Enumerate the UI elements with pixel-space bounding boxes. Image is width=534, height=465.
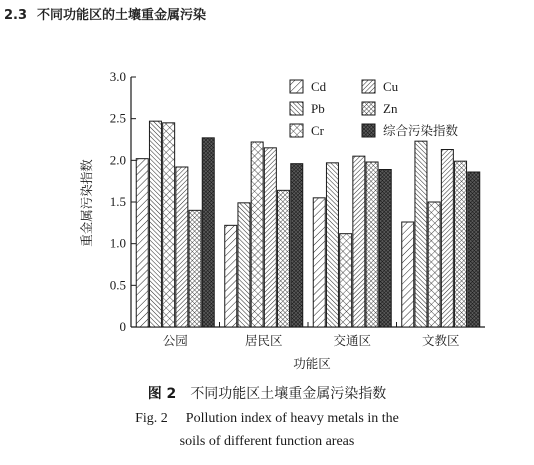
x-axis-title: 功能区: [293, 356, 331, 371]
legend-label: Cu: [383, 79, 399, 94]
legend-label: Cr: [311, 123, 324, 138]
y-tick-label: 0: [119, 319, 126, 334]
bar-Pb-交通区: [326, 163, 338, 327]
bar-综合污染指数-交通区: [379, 170, 391, 328]
y-axis-title: 重金属污染指数: [79, 159, 94, 247]
legend-swatch-综合污染指数: [362, 124, 375, 137]
bar-Cr-交通区: [340, 234, 352, 327]
y-tick-label: 1.0: [109, 235, 126, 251]
figure-label-en: Fig. 2: [135, 411, 168, 426]
bar-Cr-居民区: [251, 142, 263, 327]
legend-label: Zn: [383, 101, 398, 116]
bar-Cd-公园: [136, 159, 148, 327]
figure-caption-en-line1: [0, 411, 534, 427]
legend-label: Pb: [311, 101, 325, 116]
bar-Cd-居民区: [225, 225, 237, 327]
legend-swatch-Cu: [362, 80, 375, 93]
bar-Zn-公园: [189, 210, 201, 327]
x-tick-label: 公园: [162, 333, 188, 348]
y-tick-label: 3.0: [109, 69, 126, 84]
bar-Pb-居民区: [238, 203, 250, 327]
section-number: 2.3: [4, 8, 28, 23]
bar-Zn-文教区: [455, 161, 467, 327]
legend-label: 综合污染指数: [383, 123, 459, 138]
y-tick-label: 1.5: [109, 194, 126, 209]
bar-Zn-交通区: [366, 162, 378, 327]
y-tick-label: 2.5: [109, 110, 126, 126]
bar-综合污染指数-公园: [202, 138, 214, 327]
bar-Cu-文教区: [441, 150, 453, 328]
bar-Cr-文教区: [428, 202, 440, 327]
section-title: 不同功能区的土壤重金属污染: [37, 8, 207, 23]
x-tick-label: 文教区: [421, 333, 460, 348]
bar-Cu-居民区: [264, 148, 276, 327]
bar-综合污染指数-居民区: [291, 164, 303, 327]
figure-title-cn: 不同功能区土壤重金属污染指数: [190, 386, 387, 402]
y-tick-label: 0.5: [109, 277, 126, 293]
bar-Cu-公园: [176, 167, 188, 327]
bar-Pb-文教区: [415, 141, 427, 327]
bar-Pb-公园: [149, 121, 161, 327]
bar-综合污染指数-文教区: [468, 172, 480, 327]
bar-Cd-交通区: [313, 198, 325, 327]
y-tick-label: 2.0: [109, 152, 126, 168]
figure-caption-cn: [0, 383, 534, 403]
x-tick-label: 居民区: [244, 333, 283, 348]
bar-Cu-交通区: [353, 156, 365, 327]
bar-Cr-公园: [163, 123, 175, 327]
legend-swatch-Cr: [290, 124, 303, 137]
legend-swatch-Zn: [362, 102, 375, 115]
legend-label: Cd: [311, 79, 327, 94]
figure-caption-en-line2: soils of different function areas: [179, 434, 355, 449]
bar-Cd-文教区: [402, 222, 414, 327]
bar-Zn-居民区: [278, 190, 290, 327]
figure-label-cn: 图 2: [147, 386, 177, 402]
figure-title-en-line1: Pollution index of heavy metals in the: [185, 411, 399, 426]
x-tick-label: 交通区: [333, 333, 372, 348]
legend-swatch-Pb: [290, 102, 303, 115]
legend-swatch-Cd: [290, 80, 303, 93]
